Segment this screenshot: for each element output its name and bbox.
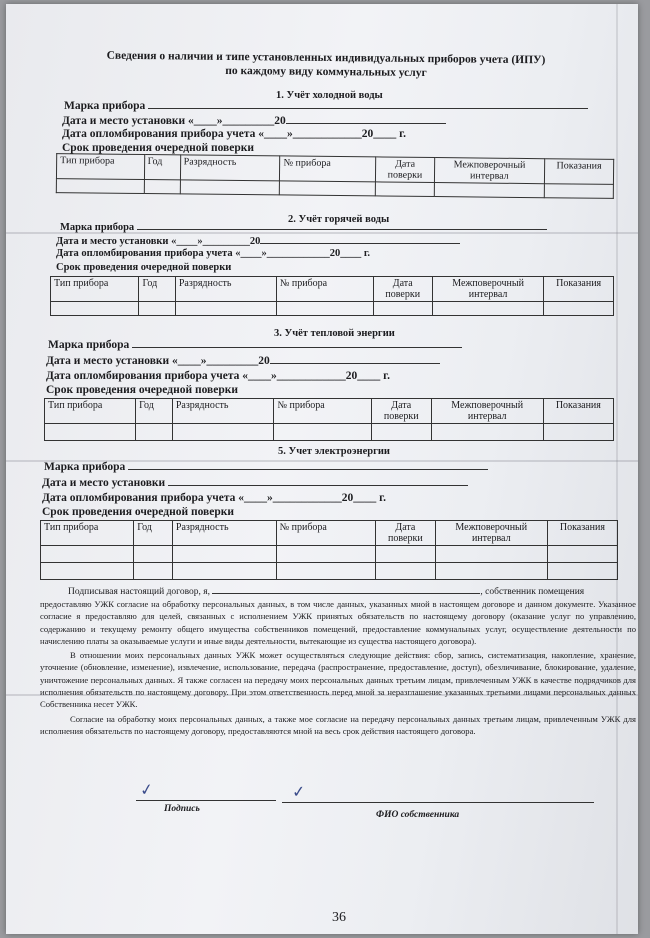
table-row <box>45 424 614 441</box>
col-digits: Разрядность <box>180 155 280 181</box>
col-digits: Разрядность <box>172 521 276 546</box>
col-year: Год <box>136 399 173 424</box>
install-date-field <box>62 114 446 127</box>
document-page <box>6 4 638 934</box>
col-readings: Показания <box>543 399 613 424</box>
meter-brand-label: Марка прибора <box>48 339 130 351</box>
paper-fold <box>616 4 618 934</box>
col-year: Год <box>144 155 180 180</box>
table-row <box>51 302 614 316</box>
col-type: Тип прибора <box>51 277 139 302</box>
name-checkmark-icon: ✓ <box>291 783 307 802</box>
seal-date-field: Дата опломбирования прибора учета «____»____________20____ г. <box>46 370 390 382</box>
col-type: Тип прибора <box>56 154 144 180</box>
section-title-cold-water: 1. Учёт холодной воды <box>276 90 383 101</box>
next-check-label: Срок проведения очередной поверки <box>56 262 232 273</box>
meter-brand-label: Марка прибора <box>60 222 135 233</box>
col-interval: Межповерочный интервал <box>431 399 543 424</box>
consent-lead-line <box>68 584 584 597</box>
page-number: 36 <box>332 910 346 925</box>
seal-date-field: Дата опломбирования прибора учета «____»____________20____ г. <box>62 128 406 140</box>
table-header-row <box>45 399 614 424</box>
signature-line <box>136 800 276 801</box>
col-check-date: Дата поверки <box>373 277 432 302</box>
consent-paragraph-1: предоставляю УЖК согласие на обработку персональных данных, в том числе данных, указанных мной в настоящем договоре и данном документе. Указанное согласие я предоставляю для целей, связанных с исполнением УЖК принятых обязательств по настоящему договору (оказание услуг по управлению, содержанию и текущему ремонту общего имущества собственников помещений, предоставление коммунальных услуг, осуществление деятельности по начислению платы за оказываемые услуги и иные виды деятельности, вытекающие из существа настоящего договора). <box>40 599 636 646</box>
owner-suffix: , собственник помещения <box>480 587 585 597</box>
table-row <box>41 563 618 580</box>
install-date-label: Дата и место установки «____»_________20 <box>46 355 270 367</box>
table-row <box>41 546 618 563</box>
col-check-date: Дата поверки <box>376 157 435 183</box>
col-readings: Показания <box>544 159 613 185</box>
meter-brand-field <box>44 460 488 473</box>
table-header-row <box>41 521 618 546</box>
table-header-row <box>51 277 614 302</box>
meter-brand-label: Марка прибора <box>44 461 126 473</box>
section-title-hot-water: 2. Учёт горячей воды <box>288 214 390 225</box>
install-place-blank <box>168 476 468 486</box>
signature-checkmark-icon: ✓ <box>138 781 155 800</box>
install-date-label: Дата и место установки «____»_________20 <box>62 115 286 127</box>
meter-brand-blank <box>148 99 588 109</box>
owner-name-label: ФИО собственника <box>376 810 460 820</box>
document-subtitle: по каждому виду коммунальных услуг <box>225 64 427 80</box>
meter-brand-field <box>64 99 588 112</box>
install-date-field <box>56 234 460 247</box>
signature-label: Подпись <box>164 804 200 814</box>
col-digits: Разрядность <box>175 277 276 302</box>
owner-name-line <box>282 802 594 803</box>
col-interval: Межповерочный интервал <box>434 158 544 184</box>
meter-brand-label: Марка прибора <box>64 100 146 112</box>
seal-date-field: Дата опломбирования прибора учета «____»____________20____ г. <box>56 248 371 259</box>
next-check-label: Срок проведения очередной поверки <box>42 506 235 518</box>
consent-paragraph-3: Согласие на обработку моих персональных данных, а также мое согласие на передачу персональных данных третьим лицам, привлеченным УЖК для исполнения обязательств по настоящему договору, предоставляются мной на весь срок действия настоящего договора. <box>40 713 636 736</box>
document-title: Сведения о наличии и типе установленных индивидуальных приборов учета (ИПУ) <box>106 49 546 67</box>
install-date-blank <box>270 354 440 364</box>
install-place-label: Дата и место установки <box>42 477 166 489</box>
col-type: Тип прибора <box>41 521 134 546</box>
col-interval: Межповерочный интервал <box>435 521 547 546</box>
col-readings: Показания <box>544 277 614 302</box>
meter-brand-field <box>48 338 462 351</box>
meter-table-electricity <box>40 520 618 580</box>
col-digits: Разрядность <box>172 399 274 424</box>
col-check-date: Дата поверки <box>371 399 431 424</box>
col-interval: Межповерочный интервал <box>432 277 543 302</box>
col-type: Тип прибора <box>45 399 136 424</box>
install-date-blank <box>286 114 446 124</box>
install-date-field <box>46 354 440 367</box>
col-year: Год <box>134 521 173 546</box>
consent-paragraph-2: В отношении моих персональных данных УЖК может осуществляться следующие действия: сбор, запись, систематизация, накопление, хранение, уточнение (обновление, изменение), извлечение, использование, передача (распространение, предоставление, доступ), обезличивание, блокирование, удаление, уничтожение персональных данных. Я также согласен на передачу моих персональных данных третьим лицам, привлеченным УЖК в качестве подрядчиков для исполнения обязательств по настоящему договору. При этом ответственность перед мной за неразглашение указанных третьими лицами персональных данных Собственника несет УЖК. <box>40 650 636 710</box>
meter-table-cold-water <box>56 153 614 199</box>
col-readings: Показания <box>547 521 617 546</box>
meter-brand-blank <box>132 338 462 348</box>
col-number: № прибора <box>276 521 375 546</box>
next-check-label: Срок проведения очередной поверки <box>62 142 255 154</box>
consent-text <box>40 598 636 737</box>
install-date-label: Дата и место установки «____»_________20 <box>56 236 261 247</box>
seal-date-field: Дата опломбирования прибора учета «____»____________20____ г. <box>42 492 386 504</box>
install-date-blank <box>260 234 460 244</box>
meter-brand-blank <box>128 460 488 470</box>
col-number: № прибора <box>276 277 373 302</box>
owner-name-blank <box>212 584 480 594</box>
next-check-label: Срок проведения очередной поверки <box>46 384 239 396</box>
section-title-heat: 3. Учёт тепловой энергии <box>274 328 395 339</box>
meter-table-hot-water <box>50 276 614 316</box>
col-check-date: Дата поверки <box>376 521 436 546</box>
meter-brand-blank <box>137 220 547 230</box>
meter-table-heat <box>44 398 614 441</box>
col-year: Год <box>139 277 175 302</box>
section-title-electricity: 5. Учет электроэнергии <box>278 446 390 457</box>
col-number: № прибора <box>274 399 371 424</box>
col-number: № прибора <box>280 156 376 182</box>
meter-brand-field <box>60 220 547 233</box>
consent-lead: Подписывая настоящий договор, я, <box>68 587 211 597</box>
install-place-field <box>42 476 468 489</box>
